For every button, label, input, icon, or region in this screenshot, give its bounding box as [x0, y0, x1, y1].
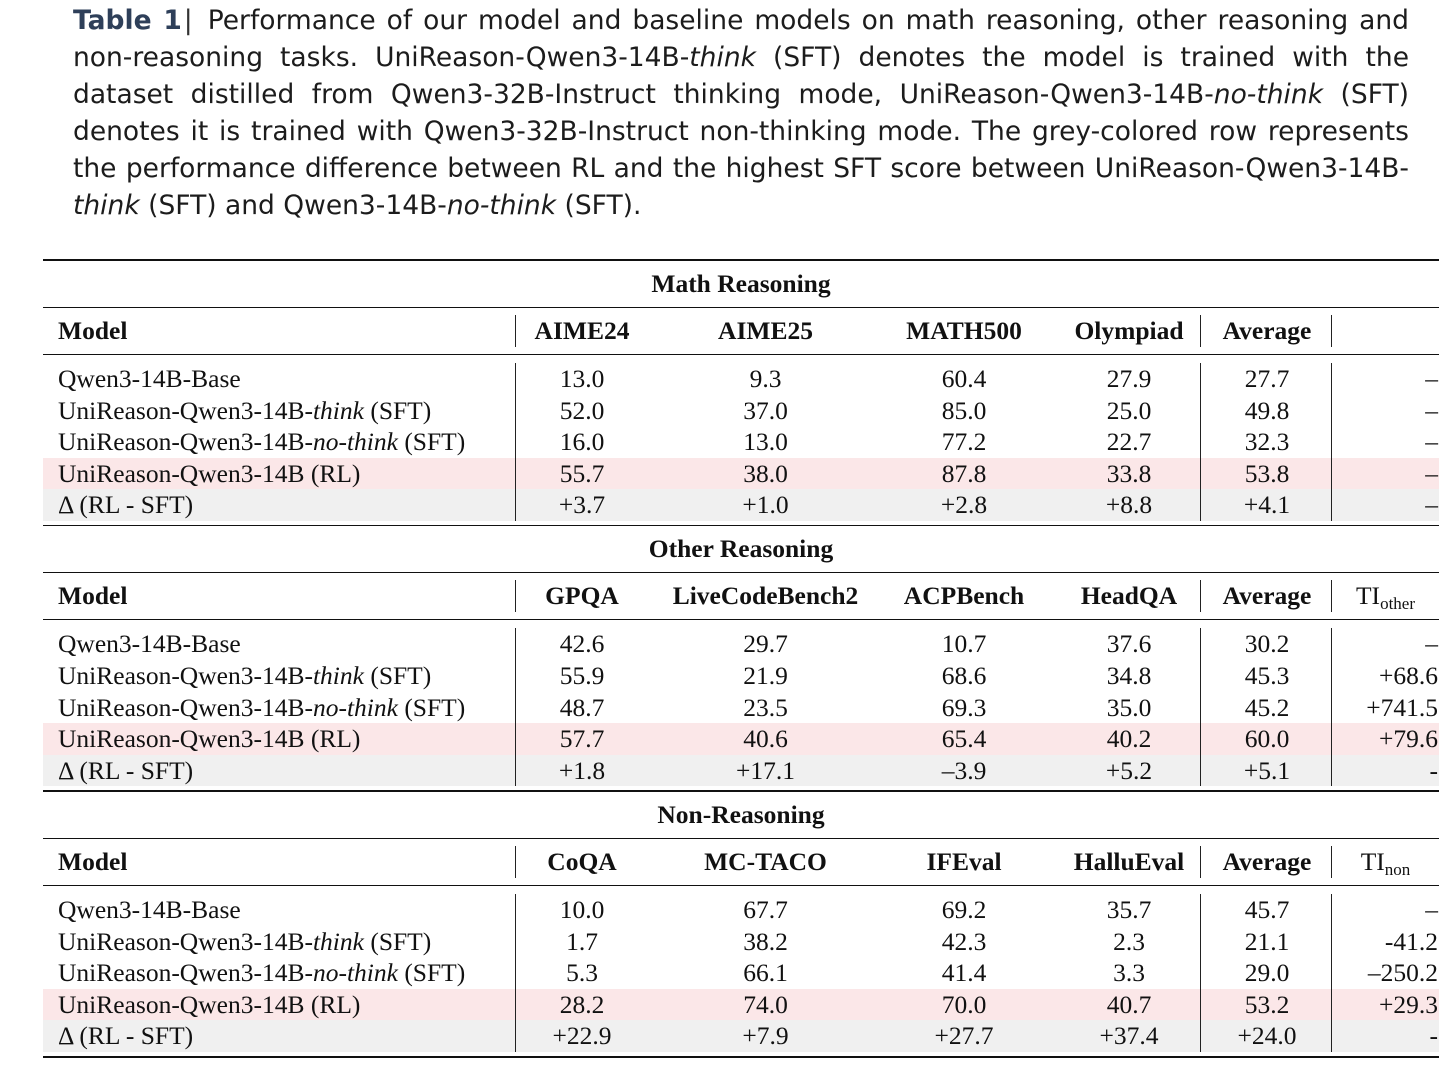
model-name — [58, 628, 518, 660]
caption-em-1: think — [689, 42, 756, 73]
cell-c3: 60.4 — [941, 364, 987, 393]
model-name-text: Δ (RL - SFT) — [58, 755, 194, 785]
model-name-prefix: UniReason-Qwen3-14B- — [58, 395, 313, 425]
header-c3: ACPBench — [903, 581, 1025, 611]
column-divider — [1200, 628, 1201, 786]
cell-c3: 85.0 — [941, 395, 987, 425]
model-name-prefix: UniReason-Qwen3-14B- — [58, 958, 313, 988]
column-divider — [1331, 580, 1332, 612]
cell-c5: +24.0 — [1237, 1021, 1297, 1051]
cell-c4: 25.0 — [1106, 395, 1152, 425]
cell-c3: 87.8 — [941, 458, 987, 488]
model-name — [58, 458, 518, 490]
section-title-math-reasoning: Math Reasoning — [651, 269, 831, 298]
model-name-prefix: UniReason-Qwen3-14B- — [58, 661, 313, 691]
cell-c1: +1.8 — [558, 755, 606, 785]
model-name-mode: no-think — [312, 692, 398, 722]
header-c4: HalluEval — [1073, 846, 1185, 876]
header-model: Model — [58, 846, 128, 876]
header-ti — [1333, 573, 1438, 619]
model-name — [58, 489, 518, 521]
cell-c1: +22.9 — [552, 1021, 612, 1051]
table-row-delta — [43, 1020, 1439, 1052]
cell-c1: 28.2 — [559, 989, 605, 1019]
model-name-prefix: UniReason-Qwen3-14B- — [58, 926, 313, 956]
cell-c1: 13.0 — [559, 364, 605, 393]
cell-c6: –250.2 — [1367, 958, 1438, 988]
model-name-mode: no-think — [312, 427, 398, 457]
cell-c3: 69.2 — [941, 894, 987, 924]
cell-c5: 45.3 — [1244, 661, 1290, 691]
cell-c1: 57.7 — [559, 724, 605, 754]
cell-c2: +7.9 — [742, 1021, 789, 1051]
cell-c1: 5.3 — [566, 958, 598, 988]
header-ti — [1333, 308, 1438, 354]
cell-c6: - — [1429, 755, 1438, 785]
cell-c3: 68.6 — [941, 661, 987, 691]
table-row-delta — [43, 489, 1439, 521]
results-table — [43, 259, 1439, 1058]
model-name — [58, 363, 518, 395]
model-name — [58, 755, 518, 787]
model-name-text: Qwen3-14B-Base — [58, 629, 241, 659]
header-ti — [1333, 839, 1438, 885]
cell-c4: 2.3 — [1113, 926, 1145, 956]
cell-c4: +8.8 — [1105, 490, 1153, 520]
cell-c3: 69.3 — [941, 692, 987, 722]
table-row-think — [43, 660, 1439, 692]
cell-c1: 16.0 — [559, 427, 605, 457]
column-divider — [1200, 363, 1201, 521]
cell-c4: 35.7 — [1106, 894, 1152, 924]
model-name-suffix: (SFT) — [363, 926, 432, 956]
model-name-prefix: UniReason-Qwen3-14B- — [58, 427, 313, 457]
cell-c3: 41.4 — [941, 958, 987, 988]
cell-c2: 13.0 — [743, 427, 788, 457]
cell-c6: – — [1425, 458, 1438, 488]
column-divider — [1200, 846, 1201, 878]
cell-c2: 21.9 — [743, 661, 788, 691]
caption-text-3: (SFT) denotes it is trained with Qwen3-32B-Instruct non-thinking mode. The grey-colored row represents the performance difference between RL and the highest SFT score between UniReason-Qwen3-14B- — [73, 79, 1409, 184]
cell-c1: +3.7 — [558, 490, 606, 520]
model-name — [58, 894, 518, 926]
model-name-text: Δ (RL - SFT) — [58, 490, 194, 520]
cell-c5: 60.0 — [1244, 724, 1290, 754]
cell-c6: – — [1425, 629, 1438, 659]
table-row-base — [43, 628, 1439, 660]
table-row-no-think — [43, 692, 1439, 724]
column-divider — [515, 846, 516, 878]
table-row-rl — [43, 723, 1439, 755]
header-c1: CoQA — [547, 846, 617, 876]
column-divider — [515, 315, 516, 347]
header-c4: Olympiad — [1074, 316, 1184, 345]
model-name-text: Δ (RL - SFT) — [58, 1021, 194, 1051]
model-name-mode: think — [312, 395, 364, 425]
section-title-non-reasoning: Non-Reasoning — [657, 799, 825, 829]
cell-c4: 33.8 — [1106, 458, 1152, 488]
data-block-other-reasoning — [43, 620, 1439, 790]
model-name — [58, 395, 518, 427]
cell-c4: +37.4 — [1099, 1021, 1159, 1051]
cell-c2: 9.3 — [749, 364, 782, 393]
table-row-delta — [43, 755, 1439, 787]
data-block-non-reasoning — [43, 886, 1439, 1056]
cell-c1: 52.0 — [559, 395, 605, 425]
column-divider — [1200, 894, 1201, 1052]
model-name-text: UniReason-Qwen3-14B (RL) — [58, 458, 361, 488]
column-divider — [1331, 628, 1332, 786]
column-divider — [1200, 315, 1201, 347]
cell-c4: 34.8 — [1106, 661, 1152, 691]
model-name-text: Qwen3-14B-Base — [58, 894, 241, 924]
cell-c1: 42.6 — [559, 629, 605, 659]
table-row-rl — [43, 989, 1439, 1021]
cell-c3: 42.3 — [941, 926, 987, 956]
model-name-suffix: (SFT) — [397, 427, 466, 457]
column-divider — [515, 894, 516, 1052]
column-divider — [1331, 315, 1332, 347]
caption-text-5: (SFT). — [556, 190, 642, 221]
model-name — [58, 989, 518, 1021]
cell-c4: 27.9 — [1106, 364, 1152, 393]
cell-c2: 67.7 — [743, 894, 788, 924]
column-divider — [1331, 846, 1332, 878]
header-ti-main: TI — [1355, 581, 1381, 611]
cell-c5: 53.2 — [1244, 989, 1290, 1019]
cell-c6: +79.6 — [1378, 724, 1438, 754]
cell-c2: 38.2 — [743, 926, 788, 956]
cell-c6: – — [1425, 395, 1438, 425]
caption-em-4: no-think — [446, 190, 557, 221]
cell-c2: 74.0 — [743, 989, 788, 1019]
cell-c4: 3.3 — [1113, 958, 1145, 988]
cell-c6: – — [1425, 427, 1438, 457]
cell-c5: +5.1 — [1243, 755, 1291, 785]
section-title-other-reasoning: Other Reasoning — [648, 534, 834, 564]
column-divider — [515, 580, 516, 612]
cell-c5: 32.3 — [1244, 427, 1290, 457]
header-c5: Average — [1222, 846, 1312, 876]
cell-c2: +1.0 — [742, 490, 789, 520]
cell-c6: – — [1425, 364, 1438, 393]
cell-c5: 27.7 — [1244, 364, 1290, 393]
column-divider — [1331, 363, 1332, 521]
model-name-mode: think — [312, 926, 364, 956]
table-row-think — [43, 395, 1439, 427]
model-name-mode: no-think — [312, 958, 398, 988]
cell-c1: 48.7 — [559, 692, 605, 722]
column-divider — [1331, 894, 1332, 1052]
cell-c2: 66.1 — [743, 958, 788, 988]
bottom-rule — [43, 1056, 1439, 1058]
cell-c2: 29.7 — [743, 629, 788, 659]
cell-c2: 23.5 — [743, 692, 788, 722]
model-name — [58, 723, 518, 755]
cell-c1: 1.7 — [566, 926, 598, 956]
cell-c3: –3.9 — [941, 755, 987, 785]
cell-c6: – — [1425, 894, 1438, 924]
cell-c4: +5.2 — [1105, 755, 1153, 785]
header-c3: MATH500 — [906, 316, 1022, 345]
cell-c5: 45.7 — [1244, 894, 1290, 924]
model-name-suffix: (SFT) — [397, 692, 466, 722]
model-name — [58, 692, 518, 724]
model-name — [58, 1020, 518, 1052]
table-row-rl — [43, 458, 1439, 490]
cell-c4: 37.6 — [1106, 629, 1152, 659]
cell-c6: – — [1425, 490, 1438, 520]
cell-c4: 40.2 — [1106, 724, 1152, 754]
cell-c5: 49.8 — [1244, 395, 1290, 425]
cell-c5: +4.1 — [1243, 490, 1291, 520]
table-row-base — [43, 894, 1439, 926]
model-name-mode: think — [312, 661, 364, 691]
table-row-no-think — [43, 957, 1439, 989]
header-c2: AIME25 — [718, 316, 813, 345]
header-row-math-reasoning — [43, 308, 1439, 354]
cell-c5: 53.8 — [1244, 458, 1290, 488]
table-row-think — [43, 926, 1439, 958]
header-ti-sub: other — [1380, 594, 1415, 614]
header-c5: Average — [1222, 581, 1312, 611]
table-caption — [73, 2, 1409, 224]
column-divider — [1200, 580, 1201, 612]
header-row-other-reasoning — [43, 573, 1439, 619]
model-name-prefix: UniReason-Qwen3-14B- — [58, 692, 313, 722]
header-model: Model — [58, 316, 128, 345]
header-c1: GPQA — [545, 581, 619, 611]
column-divider — [515, 363, 516, 521]
header-c4: HeadQA — [1080, 581, 1178, 611]
header-c2: LiveCodeBench2 — [672, 581, 859, 611]
cell-c2: 38.0 — [743, 458, 788, 488]
cell-c3: 70.0 — [941, 989, 987, 1019]
caption-text-1: Performance of our model and baseline models on math reasoning, other reasoning and non-reasoning tasks. UniReason-Qwen3-14B- — [73, 5, 1409, 73]
cell-c3: +2.8 — [940, 490, 988, 520]
header-c3: IFEval — [926, 846, 1002, 876]
cell-c6: +29.3 — [1378, 989, 1438, 1019]
header-ti-main: TI — [1360, 846, 1385, 876]
cell-c4: 35.0 — [1106, 692, 1152, 722]
cell-c3: 10.7 — [941, 629, 987, 659]
header-c2: MC-TACO — [704, 846, 827, 876]
model-name-text: Qwen3-14B-Base — [58, 364, 241, 393]
cell-c5: 21.1 — [1244, 926, 1290, 956]
model-name-suffix: (SFT) — [363, 395, 432, 425]
cell-c5: 45.2 — [1244, 692, 1290, 722]
cell-c4: 22.7 — [1106, 427, 1152, 457]
model-name — [58, 926, 518, 958]
caption-em-2: no-think — [1213, 79, 1324, 110]
table-row-base — [43, 363, 1439, 395]
cell-c5: 30.2 — [1244, 629, 1290, 659]
cell-c3: 77.2 — [941, 427, 987, 457]
caption-text-4: (SFT) and Qwen3-14B- — [139, 190, 447, 221]
header-c5: Average — [1222, 316, 1312, 345]
cell-c6: -41.2 — [1384, 926, 1438, 956]
header-ti-sub: non — [1384, 859, 1411, 879]
header-c1: AIME24 — [534, 316, 630, 345]
table-row-no-think — [43, 426, 1439, 458]
header-row-non-reasoning — [43, 839, 1439, 885]
cell-c3: 65.4 — [941, 724, 987, 754]
cell-c2: +17.1 — [735, 755, 795, 785]
model-name-text: UniReason-Qwen3-14B (RL) — [58, 724, 361, 754]
cell-c6: +741.5 — [1366, 692, 1438, 722]
cell-c1: 10.0 — [559, 894, 605, 924]
model-name-text: UniReason-Qwen3-14B (RL) — [58, 989, 361, 1019]
model-name — [58, 426, 518, 458]
cell-c4: 40.7 — [1106, 989, 1152, 1019]
caption-separator: | — [183, 5, 193, 36]
model-name — [58, 957, 518, 989]
data-block-math-reasoning — [43, 355, 1439, 525]
caption-text-2: (SFT) denotes the model is trained with the dataset distilled from Qwen3-32B-Instruct thinking mode, UniReason-Qwen3-14B- — [73, 42, 1409, 110]
cell-c6: - — [1429, 1021, 1438, 1051]
cell-c6: +68.6 — [1378, 661, 1438, 691]
header-model: Model — [58, 581, 128, 611]
column-divider — [515, 628, 516, 786]
cell-c1: 55.7 — [559, 458, 605, 488]
model-name — [58, 660, 518, 692]
cell-c5: 29.0 — [1244, 958, 1290, 988]
cell-c3: +27.7 — [934, 1021, 994, 1051]
cell-c2: 40.6 — [743, 724, 788, 754]
cell-c1: 55.9 — [559, 661, 605, 691]
cell-c2: 37.0 — [743, 395, 788, 425]
model-name-suffix: (SFT) — [363, 661, 432, 691]
caption-em-3: think — [73, 190, 140, 221]
caption-label: Table 1 — [73, 5, 182, 36]
model-name-suffix: (SFT) — [397, 958, 466, 988]
